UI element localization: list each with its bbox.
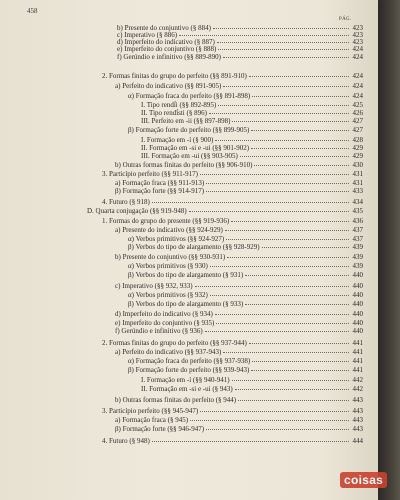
toc-entry-label: β) Formação forte do perfeito (§§ 939-943) [128, 366, 250, 374]
toc-entry-page: 424 [352, 92, 363, 100]
toc-entry-label: I. Formação em -í (§ 900) [141, 136, 214, 144]
toc-entry-label: II. Formação em -si e -ui (§ 943) [141, 385, 233, 393]
toc-entry-page: 423 [352, 24, 363, 32]
toc-entry [128, 92, 363, 100]
toc-entry-label: b) Outras formas finitas do perfeito (§§ 906-910) [115, 161, 253, 169]
dot-leader [249, 343, 349, 344]
toc-entry-page: 429 [352, 144, 363, 152]
toc-entry-page: 425 [352, 101, 363, 109]
dot-leader [216, 323, 349, 324]
toc-entry-page: 440 [352, 300, 363, 308]
dot-leader [205, 331, 349, 332]
toc-entry-label: a) Formação fraca (§§ 911-913) [115, 179, 205, 187]
dot-leader [223, 57, 349, 58]
toc-entry-page: 427 [352, 126, 363, 134]
toc-entry [102, 339, 363, 347]
dot-leader [232, 380, 349, 381]
toc-entry-page: 442 [352, 385, 363, 393]
toc-entry-label: D. Quarta conjugação (§§ 919-948) [87, 207, 187, 215]
toc-entry [102, 217, 363, 225]
dot-leader [245, 304, 349, 305]
toc-entry-label: f) Gerúndio e infinitivo (§ 936) [115, 327, 203, 335]
dot-leader [200, 174, 349, 175]
toc-entry-label: I. Formação em -í (§§ 940-941) [141, 376, 230, 384]
dot-leader [218, 105, 349, 106]
toc-entry-page: 439 [352, 243, 363, 251]
dot-leader [217, 42, 349, 43]
toc-entry-label: 1. Formas do grupo do presente (§§ 919-936) [102, 217, 230, 225]
dot-leader [235, 389, 349, 390]
dot-leader [227, 257, 349, 258]
toc-entry-page: 431 [352, 170, 363, 178]
toc-entry-label: 2. Formas finitas do grupo do perfeito (§§ 891-910) [102, 72, 247, 80]
dot-leader [189, 211, 349, 212]
toc-entry-label: d) Imperfeito do indicativo (§ 887) [117, 38, 215, 46]
dot-leader [223, 352, 349, 353]
toc-entry [128, 357, 363, 365]
toc-entry-label: 3. Particípio perfeito (§§ 911-917) [102, 170, 198, 178]
dot-leader [206, 183, 349, 184]
toc-entry-page: 433 [352, 187, 363, 195]
toc-entry-page: 441 [352, 357, 363, 365]
toc-entry-label: a) Presente do indicativo (§§ 924-929) [115, 226, 223, 234]
toc-entry-label: β) Verbos do tipo de alargamento (§ 931) [128, 271, 244, 279]
toc-entry [141, 144, 363, 152]
toc-entry-page: 423 [352, 38, 363, 46]
toc-entry-page: 428 [352, 136, 363, 144]
toc-entry-page: 424 [352, 53, 363, 61]
toc-entry-label: b) Outras formas finitas do perfeito (§ 944) [115, 396, 237, 404]
toc-entry [128, 243, 363, 251]
toc-entry [115, 226, 363, 234]
dot-leader [252, 361, 349, 362]
toc-entry-page: 429 [352, 152, 363, 160]
dot-leader [152, 441, 349, 442]
page-number: 458 [27, 7, 38, 15]
dot-leader [231, 221, 349, 222]
toc-entry [141, 376, 363, 384]
dot-leader [249, 76, 349, 77]
toc-entry [102, 198, 363, 206]
toc-entry-label: β) Verbos do tipo de alargamento (§ 933) [128, 300, 244, 308]
toc-entry-page: 424 [352, 72, 363, 80]
toc-entry-label: a) Perfeito do indicativo (§§ 891-905) [115, 82, 222, 90]
toc-entry [87, 207, 363, 215]
toc-entry-page: 439 [352, 262, 363, 270]
toc-entry-label: a) Perfeito do indicativo (§§ 937-943) [115, 348, 222, 356]
toc-entry-label: α) Verbos primitivos (§ 932) [128, 291, 208, 299]
toc-entry [115, 425, 363, 433]
toc-entry-label: III. Formação em -ui (§§ 903-905) [141, 152, 238, 160]
toc-entry-page: 424 [352, 82, 363, 90]
page-column-header: PÁG. [339, 17, 352, 22]
toc-entry [115, 310, 363, 318]
dot-leader [206, 429, 349, 430]
toc-entry-page: 427 [352, 117, 363, 125]
toc-entry [115, 319, 363, 327]
toc-entry-label: β) Formação forte (§§ 946-947) [115, 425, 205, 433]
toc-entry-page: 440 [352, 310, 363, 318]
toc-entry-page: 441 [352, 366, 363, 374]
dot-leader [215, 140, 349, 141]
toc-entry-label: II. Formação em -si e -ui (§§ 901-902) [141, 144, 250, 152]
dot-leader [190, 420, 349, 421]
toc-entry-page: 443 [352, 416, 363, 424]
toc-entry-page: 441 [352, 348, 363, 356]
toc-entry-page: 440 [352, 319, 363, 327]
toc-entry [102, 407, 363, 415]
toc-entry-page: 441 [352, 339, 363, 347]
dot-leader [232, 121, 349, 122]
toc-entry-page: 443 [352, 407, 363, 415]
toc-entry [141, 109, 363, 117]
dot-leader [152, 202, 349, 203]
dot-leader [218, 49, 349, 50]
dot-leader [209, 113, 349, 114]
dot-leader [206, 191, 349, 192]
dot-leader [240, 156, 349, 157]
toc-entry [115, 179, 363, 187]
toc-entry-page: 440 [352, 327, 363, 335]
toc-entry-page: 437 [352, 226, 363, 234]
toc-entry-label: II. Tipo rendḯsti (§ 896) [141, 109, 207, 117]
toc-entry-page: 437 [352, 235, 363, 243]
dot-leader [251, 370, 349, 371]
dot-leader [195, 286, 349, 287]
toc-entry-label: b) Presente do conjuntivo (§§ 930-931) [115, 253, 226, 261]
toc-entry-label: β) Formação forte do perfeito (§§ 899-905) [128, 126, 250, 134]
dot-leader [251, 130, 349, 131]
toc-entry [115, 282, 363, 290]
toc-entry-label: f) Gerúndio e infinitivo (§§ 889-890) [117, 53, 222, 61]
toc-entry [115, 348, 363, 356]
toc-entry-page: 426 [352, 109, 363, 117]
toc-entry-label: e) Imperfeito do conjuntivo (§ 935) [115, 319, 215, 327]
dot-leader [179, 35, 349, 36]
toc-entry [128, 126, 363, 134]
dot-leader [245, 275, 349, 276]
toc-entry-label: 3. Particípio perfeito (§§ 945-947) [102, 407, 199, 415]
toc-entry-label: α) Formação fraca do perfeito (§§ 937-938) [128, 357, 251, 365]
toc-entry-label: III. Perfeito em -ii (§§ 897-898) [141, 117, 231, 125]
toc-entry-label: β) Verbos do tipo de alargamento (§§ 928-929) [128, 243, 260, 251]
toc-entry [102, 437, 363, 445]
toc-entry-page: 440 [352, 291, 363, 299]
toc-entry-page: 430 [352, 161, 363, 169]
toc-entry [115, 327, 363, 335]
toc-entry-page: 444 [352, 437, 363, 445]
toc-entry [115, 253, 363, 261]
toc-entry [128, 271, 363, 279]
dot-leader [200, 411, 349, 412]
dot-leader [251, 148, 349, 149]
toc-entry-page: 434 [352, 198, 363, 206]
toc-entry [115, 396, 363, 404]
toc-entry [115, 187, 363, 195]
toc-entry-label: α) Formação fraca do perfeito (§§ 891-898) [128, 92, 251, 100]
toc-entry-page: 431 [352, 179, 363, 187]
toc-entry-label: e) Imperfeito do conjuntivo (§ 888) [117, 45, 217, 53]
toc-entry-label: c) Imperativo (§§ 932, 933) [115, 282, 193, 290]
toc-entry-label: α) Verbos primitivos (§§ 924-927) [128, 235, 225, 243]
toc-entry [141, 385, 363, 393]
toc-entry [102, 72, 363, 80]
toc-entry [128, 366, 363, 374]
dot-leader [210, 266, 349, 267]
toc-entry [102, 170, 363, 178]
watermark-logo: coisas [340, 472, 387, 488]
toc-entry [128, 300, 363, 308]
dot-leader [226, 239, 349, 240]
dot-leader [223, 86, 349, 87]
toc-entry [115, 82, 363, 90]
toc-entry [128, 262, 363, 270]
toc-entry-page: 443 [352, 425, 363, 433]
toc-entry-page: 440 [352, 282, 363, 290]
toc-entry [141, 136, 363, 144]
toc-entry-label: d) Imperfeito do indicativo (§ 934) [115, 310, 213, 318]
dot-leader [252, 96, 349, 97]
toc-entry-page: 436 [352, 217, 363, 225]
toc-entry [117, 53, 363, 61]
toc-entry-page: 439 [352, 253, 363, 261]
toc-entry [115, 161, 363, 169]
dot-leader [213, 28, 349, 29]
dot-leader [215, 314, 349, 315]
toc-entry [128, 291, 363, 299]
toc-entry [141, 101, 363, 109]
toc-entry-page: 442 [352, 376, 363, 384]
toc-entry-page: 435 [352, 207, 363, 215]
toc-entry [117, 45, 363, 53]
dot-leader [254, 165, 349, 166]
dot-leader [210, 295, 349, 296]
dot-leader [225, 230, 349, 231]
dot-leader [262, 247, 349, 248]
toc-entry-page: 443 [352, 396, 363, 404]
toc-entry-page: 423 [352, 31, 363, 39]
toc-entry-label: c) Imperativo (§ 886) [117, 31, 178, 39]
toc-entry [141, 117, 363, 125]
toc-entry [115, 416, 363, 424]
toc-entry [128, 235, 363, 243]
toc-entry-label: b) Presente do conjuntivo (§ 884) [117, 24, 211, 32]
dot-leader [238, 400, 349, 401]
toc-entry-page: 440 [352, 271, 363, 279]
toc-entry-label: 2. Formas finitas do grupo do perfeito (§§ 937-944) [102, 339, 247, 347]
toc-entry [141, 152, 363, 160]
toc-entry-label: α) Verbos primitivos (§ 930) [128, 262, 208, 270]
toc-entry-label: 4. Futuro (§ 948) [102, 437, 150, 445]
toc-entry-label: I. Tipo rendḯi (§§ 892-895) [141, 101, 217, 109]
toc-entry-page: 424 [352, 45, 363, 53]
toc-entry-label: β) Formação forte (§§ 914-917) [115, 187, 205, 195]
toc-entry-label: a) Formação fraca (§ 945) [115, 416, 189, 424]
toc-entry-label: 4. Futuro (§ 918) [102, 198, 150, 206]
book-gutter [380, 0, 400, 500]
